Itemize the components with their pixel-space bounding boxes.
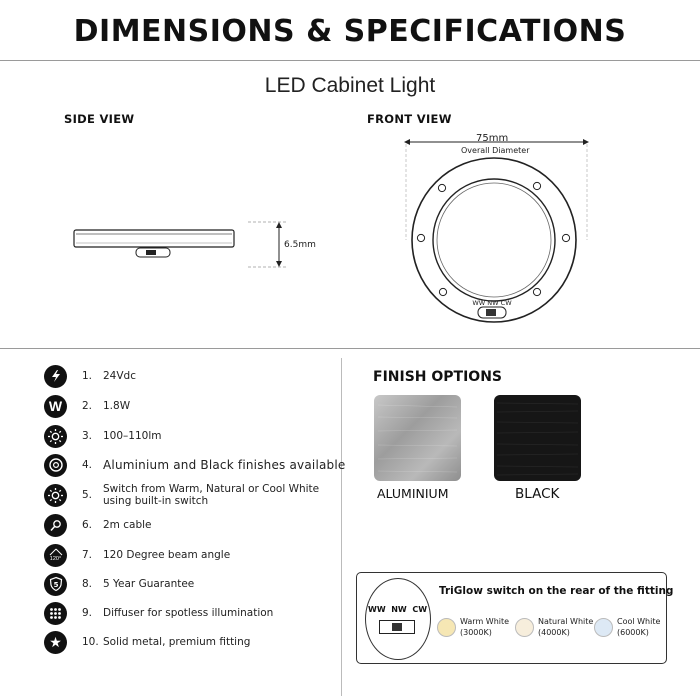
spec-number: 10. — [82, 636, 99, 648]
triglow-panel — [356, 572, 674, 664]
spec-text: 24Vdc — [103, 370, 136, 382]
screw-hole — [533, 182, 540, 189]
spec-number: 7. — [82, 549, 93, 561]
cool-white-name: Cool White — [617, 617, 661, 626]
cool-white-temp: (6000K) — [617, 628, 649, 637]
rear-switch — [379, 620, 415, 634]
spec-text: 1.8W — [103, 400, 131, 412]
column-divider — [341, 358, 342, 696]
front-switch-knob — [486, 309, 496, 316]
spec-item — [44, 572, 195, 596]
spec-item — [44, 453, 346, 477]
sun-icon — [44, 484, 67, 507]
spec-number: 1. — [82, 370, 93, 382]
cable-icon — [44, 514, 67, 537]
spec-item — [44, 394, 131, 418]
svg-text:5: 5 — [53, 581, 58, 589]
height-dimension: 6.5mm — [284, 240, 316, 250]
spec-text: 2m cable — [103, 519, 152, 531]
spec-text: Solid metal, premium fitting — [103, 636, 251, 648]
spec-item — [44, 513, 152, 537]
black-label: BLACK — [515, 486, 560, 502]
natural-white-temp: (4000K) — [538, 628, 570, 637]
front-switch-nw: NW — [487, 299, 499, 307]
side-switch-knob — [146, 250, 156, 255]
arrow-right-icon — [583, 139, 589, 145]
spec-text: 120 Degree beam angle — [103, 549, 231, 561]
aluminium-label: ALUMINIUM — [377, 486, 449, 501]
product-name: LED Cabinet Light — [264, 74, 436, 97]
page-title: DIMENSIONS & SPECIFICATIONS — [73, 14, 627, 49]
spec-item — [44, 364, 136, 388]
spec-number: 3. — [82, 430, 93, 442]
triglow-title: TriGlow switch on the rear of the fitting — [439, 585, 674, 597]
cool-white-option — [594, 616, 660, 638]
warm-white-swatch — [437, 618, 456, 637]
rear-switch-labels — [368, 605, 427, 614]
front-switch-ww: WW — [472, 299, 486, 307]
diffuser-inner — [437, 183, 551, 297]
side-view-label: SIDE VIEW — [64, 112, 135, 126]
spec-number: 9. — [82, 607, 93, 619]
diameter-dimension: 75mm — [476, 133, 509, 144]
svg-text:WW NW CW — [472, 299, 512, 307]
light-body-side — [74, 230, 234, 247]
screw-hole — [533, 288, 540, 295]
diameter-caption: Overall Diameter — [461, 146, 530, 155]
spec-number: 8. — [82, 578, 93, 590]
warm-white-temp: (3000K) — [460, 628, 492, 637]
section-divider — [0, 348, 700, 349]
spec-number: 5. — [82, 489, 93, 501]
spec-number: 4. — [82, 459, 93, 471]
front-switch-cw: CW — [500, 299, 512, 307]
natural-white-option — [515, 616, 593, 638]
spec-text: Switch from Warm, Natural or Cool White — [103, 483, 320, 495]
finish-icon — [44, 454, 67, 477]
sun-icon — [44, 425, 67, 448]
screw-hole — [417, 234, 424, 241]
star-icon: ★ — [44, 631, 67, 654]
natural-white-name: Natural White — [538, 617, 594, 626]
spec-number: 2. — [82, 400, 93, 412]
spec-text: Aluminium and Black finishes available — [103, 458, 346, 472]
screw-hole — [438, 184, 445, 191]
screw-hole — [562, 234, 569, 241]
front-view-drawing — [398, 136, 598, 336]
arrow-left-icon — [404, 139, 410, 145]
watt-icon: W — [44, 395, 67, 418]
spec-text: Diffuser for spotless illumination — [103, 607, 274, 619]
finish-options-title: FINISH OPTIONS — [373, 369, 502, 385]
switch-cw-label: CW — [412, 605, 428, 614]
spec-number: 6. — [82, 519, 93, 531]
lightning-icon — [44, 365, 67, 388]
arrow-down-icon — [276, 261, 282, 267]
arrow-up-icon — [276, 222, 282, 228]
header-divider — [0, 60, 700, 61]
spec-item — [44, 601, 274, 625]
natural-white-swatch — [515, 618, 534, 637]
spec-text: 5 Year Guarantee — [103, 578, 195, 590]
screw-hole — [439, 288, 446, 295]
spec-item — [44, 543, 231, 567]
aluminium-swatch — [374, 395, 461, 481]
front-view-label: FRONT VIEW — [367, 112, 452, 126]
spec-item — [44, 424, 162, 448]
diffuser-icon — [44, 602, 67, 625]
spec-text-line2: using built-in switch — [103, 495, 209, 507]
black-swatch — [494, 395, 581, 481]
cool-white-swatch — [594, 618, 613, 637]
spec-item — [44, 483, 320, 507]
switch-nw-label: NW — [391, 605, 407, 614]
rear-switch-knob — [392, 623, 402, 631]
beam-angle-icon: 120° — [44, 544, 67, 567]
spec-item — [44, 630, 251, 654]
warm-white-option — [437, 616, 509, 638]
spec-text: 100–110lm — [103, 430, 162, 442]
warm-white-name: Warm White — [460, 617, 510, 626]
shield-icon — [44, 573, 67, 596]
rear-switch-oval — [365, 578, 431, 660]
switch-ww-label: WW — [368, 605, 386, 614]
